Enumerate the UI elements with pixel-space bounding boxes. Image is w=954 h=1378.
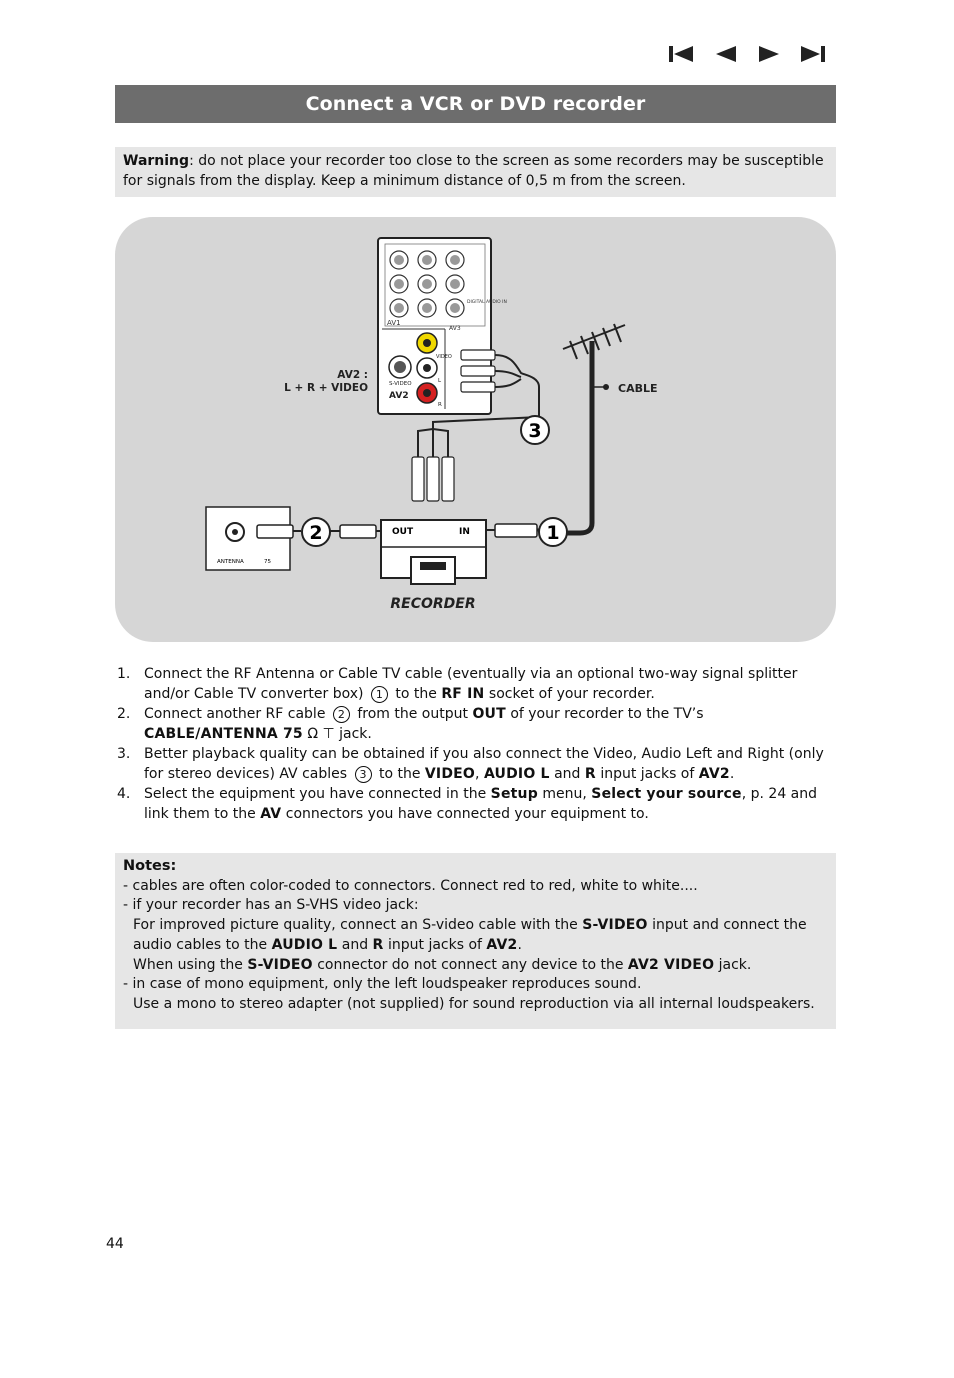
step-bold-term: AUDIO L (483, 766, 550, 782)
notes-text: input jacks of (387, 936, 482, 953)
notes-line: Use a mono to stereo adapter (not supplied) for sound reproduction via all internal loudspeakers. (133, 995, 815, 1012)
notes-line: - if your recorder has an S-VHS video jack: (123, 897, 419, 914)
notes-bold-term: AUDIO L (271, 936, 338, 953)
notes-bold-term: S-VIDEO (247, 956, 313, 973)
panel-av2-label: AV2 (389, 391, 409, 401)
panel-digital-audio-label: DIGITAL AUDIO IN (467, 300, 507, 305)
step-bold-term: RF IN (441, 686, 485, 702)
step-bold-term: AV2 (698, 766, 730, 782)
instruction-steps (115, 664, 840, 824)
step-4 (115, 784, 840, 824)
step-number: 2. (117, 706, 131, 722)
step-bold-term: R (584, 766, 596, 782)
av2-label-line1: AV2 : (337, 369, 368, 381)
connection-diagram-svg (115, 217, 836, 642)
step-text: Select the equipment you have connected in the (144, 786, 487, 802)
callout-1: 1 (546, 522, 560, 544)
page-title: Connect a VCR or DVD recorder (115, 85, 836, 123)
panel-av3-label: AV3 (449, 325, 461, 332)
step-text: to the (378, 766, 421, 782)
previous-icon[interactable] (714, 44, 738, 64)
recorder-label: RECORDER (390, 596, 476, 612)
step-text: Connect another RF cable (144, 706, 326, 722)
step-text: Connect the RF Antenna or Cable TV cable (eventually via an optional two-way signal splitter and/or Cable TV converter box) (144, 666, 798, 702)
callout-3: 3 (528, 420, 542, 442)
step-text: of your recorder to the TV’s (510, 706, 704, 722)
warning-text: : do not place your recorder too close to the screen as some recorders may be susceptible for signals from the display. Keep a minimum distance of 0,5 m from the screen. (123, 153, 824, 189)
step-text: socket of your recorder. (488, 686, 655, 702)
step-text: . (729, 766, 735, 782)
antenna-ohm-label: 75 (264, 559, 271, 565)
step-bold-term: CABLE/ANTENNA 75 (144, 726, 303, 742)
page-number: 44 (106, 1236, 124, 1252)
step-text: to the (395, 686, 437, 702)
panel-svideo-label: S-VIDEO (389, 381, 412, 387)
step-3 (115, 744, 840, 784)
panel-av1-label: AV1 (387, 319, 401, 327)
av2-label-line2: L + R + VIDEO (284, 382, 368, 394)
callout-2: 2 (309, 522, 323, 544)
notes-text: connector do not connect any device to the (317, 956, 624, 973)
step-text: and (554, 766, 581, 782)
step-bold-term: OUT (472, 706, 506, 722)
step-text: Ω ⊤ jack. (307, 726, 372, 742)
step-text: , (475, 766, 480, 782)
panel-r-label: R (438, 402, 442, 408)
notes-text: . (517, 936, 522, 953)
callout-ref-1: 1 (371, 686, 388, 703)
step-number: 1. (117, 666, 131, 682)
step-text: from the output (357, 706, 468, 722)
notes-text: jack. (718, 956, 752, 973)
callout-ref-3: 3 (355, 766, 372, 783)
step-text: input jacks of (600, 766, 695, 782)
notes-title: Notes: (123, 858, 177, 874)
connection-diagram (115, 217, 836, 642)
notes-box (115, 853, 836, 1029)
antenna-icon (545, 324, 625, 533)
callout-ref-2: 2 (333, 706, 350, 723)
step-1 (115, 664, 840, 704)
step-bold-term: Select your source (591, 786, 742, 802)
recorder-device (381, 520, 486, 584)
step-number: 4. (117, 786, 131, 802)
cable-label: CABLE (618, 382, 658, 395)
skip-to-start-icon[interactable] (668, 44, 694, 64)
step-bold-term: VIDEO (424, 766, 476, 782)
notes-line: - in case of mono equipment, only the left loudspeaker reproduces sound. (123, 976, 642, 993)
step-number: 3. (117, 746, 131, 762)
notes-line (123, 956, 828, 976)
notes-bold-term: AV2 VIDEO (627, 956, 715, 973)
step-2 (115, 704, 840, 744)
warning-label: Warning (123, 153, 190, 169)
panel-video-label: VIDEO (436, 354, 452, 360)
step-text: , p. 24 and link them to the (144, 786, 818, 822)
step-text: Better playback quality can be obtained if you also connect the Video, Audio Left and Right (only for stereo devices) AV cables (144, 746, 824, 782)
recorder-out-label: OUT (392, 527, 414, 537)
warning-box (115, 147, 836, 197)
notes-line (123, 916, 828, 955)
notes-text: input and connect the audio cables to the (133, 917, 807, 953)
step-text: menu, (542, 786, 587, 802)
notes-text: When using the (133, 956, 243, 973)
antenna-label: ANTENNA (217, 559, 244, 565)
notes-line: - cables are often color-coded to connectors. Connect red to red, white to white.... (123, 877, 698, 894)
av-plugs-recorder-side (412, 457, 454, 501)
step-bold-term: Setup (490, 786, 538, 802)
panel-l-label: L (438, 378, 442, 384)
recorder-in-label: IN (459, 527, 470, 537)
step-text: connectors you have connected your equipment to. (285, 806, 649, 822)
skip-to-end-icon[interactable] (800, 44, 826, 64)
notes-bold-term: R (372, 936, 384, 953)
notes-text: and (341, 936, 369, 953)
next-icon[interactable] (757, 44, 781, 64)
av-plugs-panel-side (461, 350, 495, 392)
notes-bold-term: S-VIDEO (582, 917, 648, 934)
step-bold-term: AV (260, 806, 282, 822)
notes-text: For improved picture quality, connect an S-video cable with the (133, 917, 578, 934)
notes-bold-term: AV2 (486, 936, 518, 953)
rf-cable-in (487, 524, 541, 537)
page-navigation (664, 44, 834, 66)
